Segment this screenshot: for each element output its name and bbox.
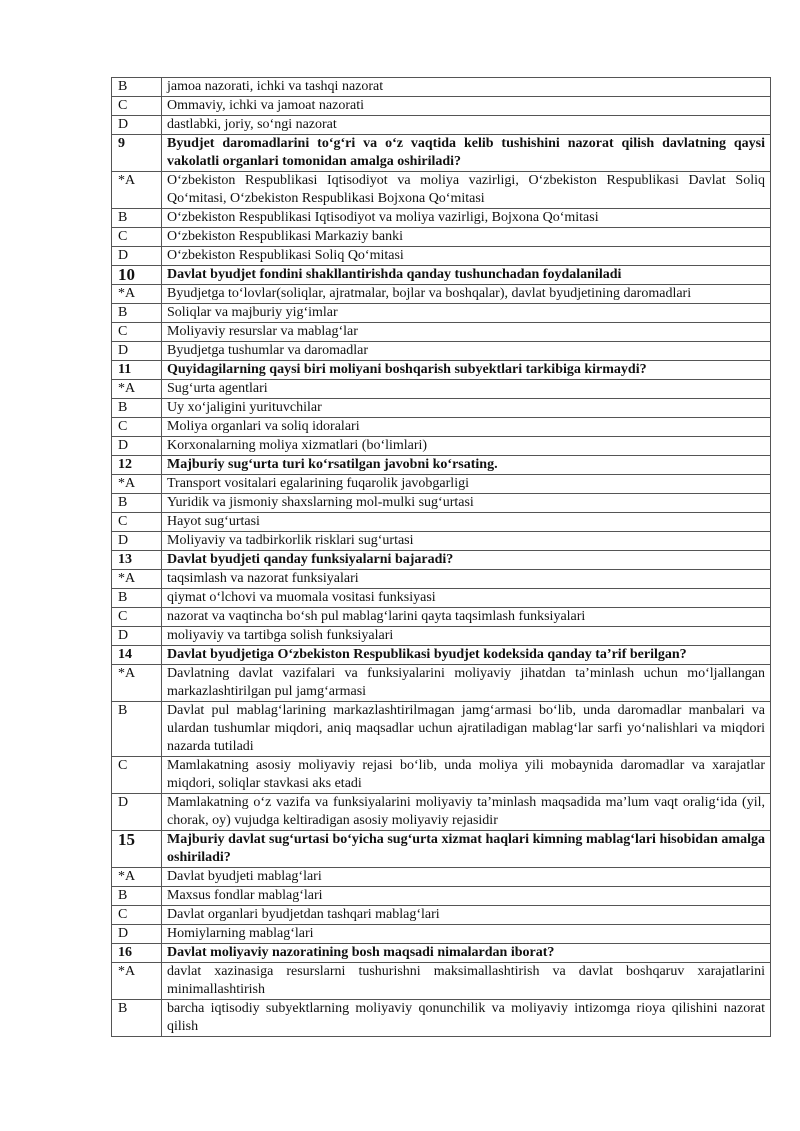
question-text: Davlat moliyaviy nazoratining bosh maqsadi nimalardan iborat? [162,944,771,963]
answer-option-text: Davlat organlari byudjetdan tashqari mablag‘lari [162,906,771,925]
question-number: 11 [112,361,162,380]
answer-row [112,589,771,608]
answer-row [112,437,771,456]
question-text: Davlat byudjeti qanday funksiyalarni bajaradi? [162,551,771,570]
answer-row [112,285,771,304]
answer-option-letter: C [112,418,162,437]
answer-option-text: Byudjetga tushumlar va daromadlar [162,342,771,361]
answer-option-letter: C [112,97,162,116]
answer-option-letter: D [112,532,162,551]
answer-option-text: Moliyaviy va tadbirkorlik risklari sug‘urtasi [162,532,771,551]
answer-option-letter: C [112,513,162,532]
answer-row [112,323,771,342]
question-text: Byudjet daromadlarini to‘g‘ri va o‘z vaqtida kelib tushishini nazorat qilish davlatning qaysi vakolatli organlari tomonidan amalga oshiriladi? [162,135,771,172]
question-text: Davlat byudjet fondini shakllantirishda qanday tushunchadan foydalaniladi [162,266,771,285]
answer-option-letter: *A [112,963,162,1000]
answer-row [112,494,771,513]
answer-option-text: Maxsus fondlar mablag‘lari [162,887,771,906]
quiz-table-body [112,78,771,1037]
answer-option-text: O‘zbekiston Respublikasi Markaziy banki [162,228,771,247]
answer-option-text: Ommaviy, ichki va jamoat nazorati [162,97,771,116]
answer-option-text: nazorat va vaqtincha bo‘sh pul mablag‘larini qayta taqsimlash funksiyalari [162,608,771,627]
answer-row [112,342,771,361]
answer-option-text: Homiylarning mablag‘lari [162,925,771,944]
question-text: Davlat byudjetiga O‘zbekiston Respublikasi byudjet kodeksida qanday ta’rif berilgan? [162,646,771,665]
answer-row [112,380,771,399]
answer-option-text: Davlatning davlat vazifalari va funksiyalarini moliyaviy jihatdan ta’minlash uchun mo‘ljallangan markazlashtirilgan pul jamg‘armasi [162,665,771,702]
answer-row [112,963,771,1000]
answer-option-letter: D [112,437,162,456]
answer-option-text: Davlat pul mablag‘larining markazlashtirilmagan jamg‘armasi bo‘lib, unda daromadlar manbalari va ulardan tushumlar miqdori, aniq maqsadlar uchun ajratiladigan mablag‘lar sarfi yo‘nalishlari va miqdori nazarda tutiladi [162,702,771,757]
answer-option-letter: B [112,589,162,608]
question-row [112,646,771,665]
answer-option-letter: B [112,399,162,418]
question-row [112,831,771,868]
answer-row [112,97,771,116]
answer-option-letter: B [112,1000,162,1037]
answer-option-text: O‘zbekiston Respublikasi Iqtisodiyot va moliya vazirligi, O‘zbekiston Respublikasi Davlat Soliq Qo‘mitasi, O‘zbekiston Respublikasi Bojxona Qo‘mitasi [162,172,771,209]
answer-option-text: Mamlakatning asosiy moliyaviy rejasi bo‘lib, unda moliya yili mobaynida daromadlar va xarajatlar miqdori, soliqlar stavkasi aks etadi [162,757,771,794]
answer-option-text: qiymat o‘lchovi va muomala vositasi funksiyasi [162,589,771,608]
question-row [112,135,771,172]
answer-row [112,513,771,532]
answer-row [112,78,771,97]
question-number: 16 [112,944,162,963]
answer-option-text: Davlat byudjeti mablag‘lari [162,868,771,887]
question-row [112,551,771,570]
question-text: Majburiy davlat sug‘urtasi bo‘yicha sug‘urta xizmat haqlari kimning mablag‘lari hisobidan amalga oshiriladi? [162,831,771,868]
question-number: 10 [112,266,162,285]
answer-option-letter: C [112,608,162,627]
answer-option-letter: B [112,494,162,513]
answer-option-letter: C [112,757,162,794]
answer-option-letter: D [112,116,162,135]
question-row [112,456,771,475]
answer-option-text: taqsimlash va nazorat funksiyalari [162,570,771,589]
answer-row [112,399,771,418]
answer-row [112,665,771,702]
answer-option-text: Sug‘urta agentlari [162,380,771,399]
answer-option-letter: *A [112,380,162,399]
answer-option-letter: D [112,247,162,266]
answer-option-text: dastlabki, joriy, so‘ngi nazorat [162,116,771,135]
answer-row [112,532,771,551]
question-row [112,361,771,380]
answer-option-text: Byudjetga to‘lovlar(soliqlar, ajratmalar, bojlar va boshqalar), davlat byudjetining daromadlari [162,285,771,304]
answer-row [112,418,771,437]
answer-option-text: O‘zbekiston Respublikasi Soliq Qo‘mitasi [162,247,771,266]
question-number: 13 [112,551,162,570]
answer-option-text: Moliya organlari va soliq idoralari [162,418,771,437]
answer-option-letter: D [112,342,162,361]
answer-option-letter: *A [112,172,162,209]
question-number: 9 [112,135,162,172]
answer-row [112,757,771,794]
answer-row [112,868,771,887]
answer-option-letter: C [112,323,162,342]
answer-option-letter: *A [112,868,162,887]
answer-row [112,228,771,247]
answer-row [112,1000,771,1037]
question-row [112,944,771,963]
answer-option-text: Moliyaviy resurslar va mablag‘lar [162,323,771,342]
answer-option-text: barcha iqtisodiy subyektlarning moliyaviy qonunchilik va moliyaviy intizomga rioya qilishini nazorat qilish [162,1000,771,1037]
answer-option-letter: D [112,925,162,944]
answer-option-text: Yuridik va jismoniy shaxslarning mol-mulki sug‘urtasi [162,494,771,513]
answer-row [112,702,771,757]
question-text: Majburiy sug‘urta turi ko‘rsatilgan javobni ko‘rsating. [162,456,771,475]
answer-option-letter: B [112,887,162,906]
answer-row [112,906,771,925]
answer-option-text: jamoa nazorati, ichki va tashqi nazorat [162,78,771,97]
question-text: Quyidagilarning qaysi biri moliyani boshqarish subyektlari tarkibiga kirmaydi? [162,361,771,380]
answer-option-letter: B [112,702,162,757]
answer-row [112,475,771,494]
answer-option-text: Mamlakatning o‘z vazifa va funksiyalarini moliyaviy ta’minlash maqsadida ma’lum vaqt oralig‘ida (yil, chorak, oy) vujudga keltiradigan asosiy moliyaviy rejasidir [162,794,771,831]
question-number: 14 [112,646,162,665]
answer-option-text: Soliqlar va majburiy yig‘imlar [162,304,771,323]
answer-option-letter: C [112,906,162,925]
answer-row [112,304,771,323]
answer-row [112,116,771,135]
answer-option-letter: B [112,78,162,97]
answer-option-letter: B [112,304,162,323]
answer-option-text: davlat xazinasiga resurslarni tushurishni maksimallashtirish va davlat boshqaruv xarajatlarini minimallashtirish [162,963,771,1000]
answer-option-letter: B [112,209,162,228]
answer-row [112,608,771,627]
answer-option-text: Uy xo‘jaligini yurituvchilar [162,399,771,418]
answer-option-text: O‘zbekiston Respublikasi Iqtisodiyot va moliya vazirligi, Bojxona Qo‘mitasi [162,209,771,228]
answer-row [112,247,771,266]
answer-row [112,627,771,646]
answer-option-letter: D [112,627,162,646]
question-number: 15 [112,831,162,868]
question-row [112,266,771,285]
answer-option-text: Korxonalarning moliya xizmatlari (bo‘limlari) [162,437,771,456]
answer-row [112,209,771,228]
quiz-table [111,77,771,1037]
answer-option-letter: *A [112,665,162,702]
answer-row [112,925,771,944]
answer-option-letter: *A [112,285,162,304]
answer-row [112,570,771,589]
answer-row [112,887,771,906]
answer-option-text: Transport vositalari egalarining fuqarolik javobgarligi [162,475,771,494]
answer-option-letter: *A [112,570,162,589]
answer-row [112,794,771,831]
answer-option-letter: D [112,794,162,831]
question-number: 12 [112,456,162,475]
answer-option-letter: *A [112,475,162,494]
answer-row [112,172,771,209]
answer-option-text: moliyaviy va tartibga solish funksiyalari [162,627,771,646]
answer-option-text: Hayot sug‘urtasi [162,513,771,532]
answer-option-letter: C [112,228,162,247]
